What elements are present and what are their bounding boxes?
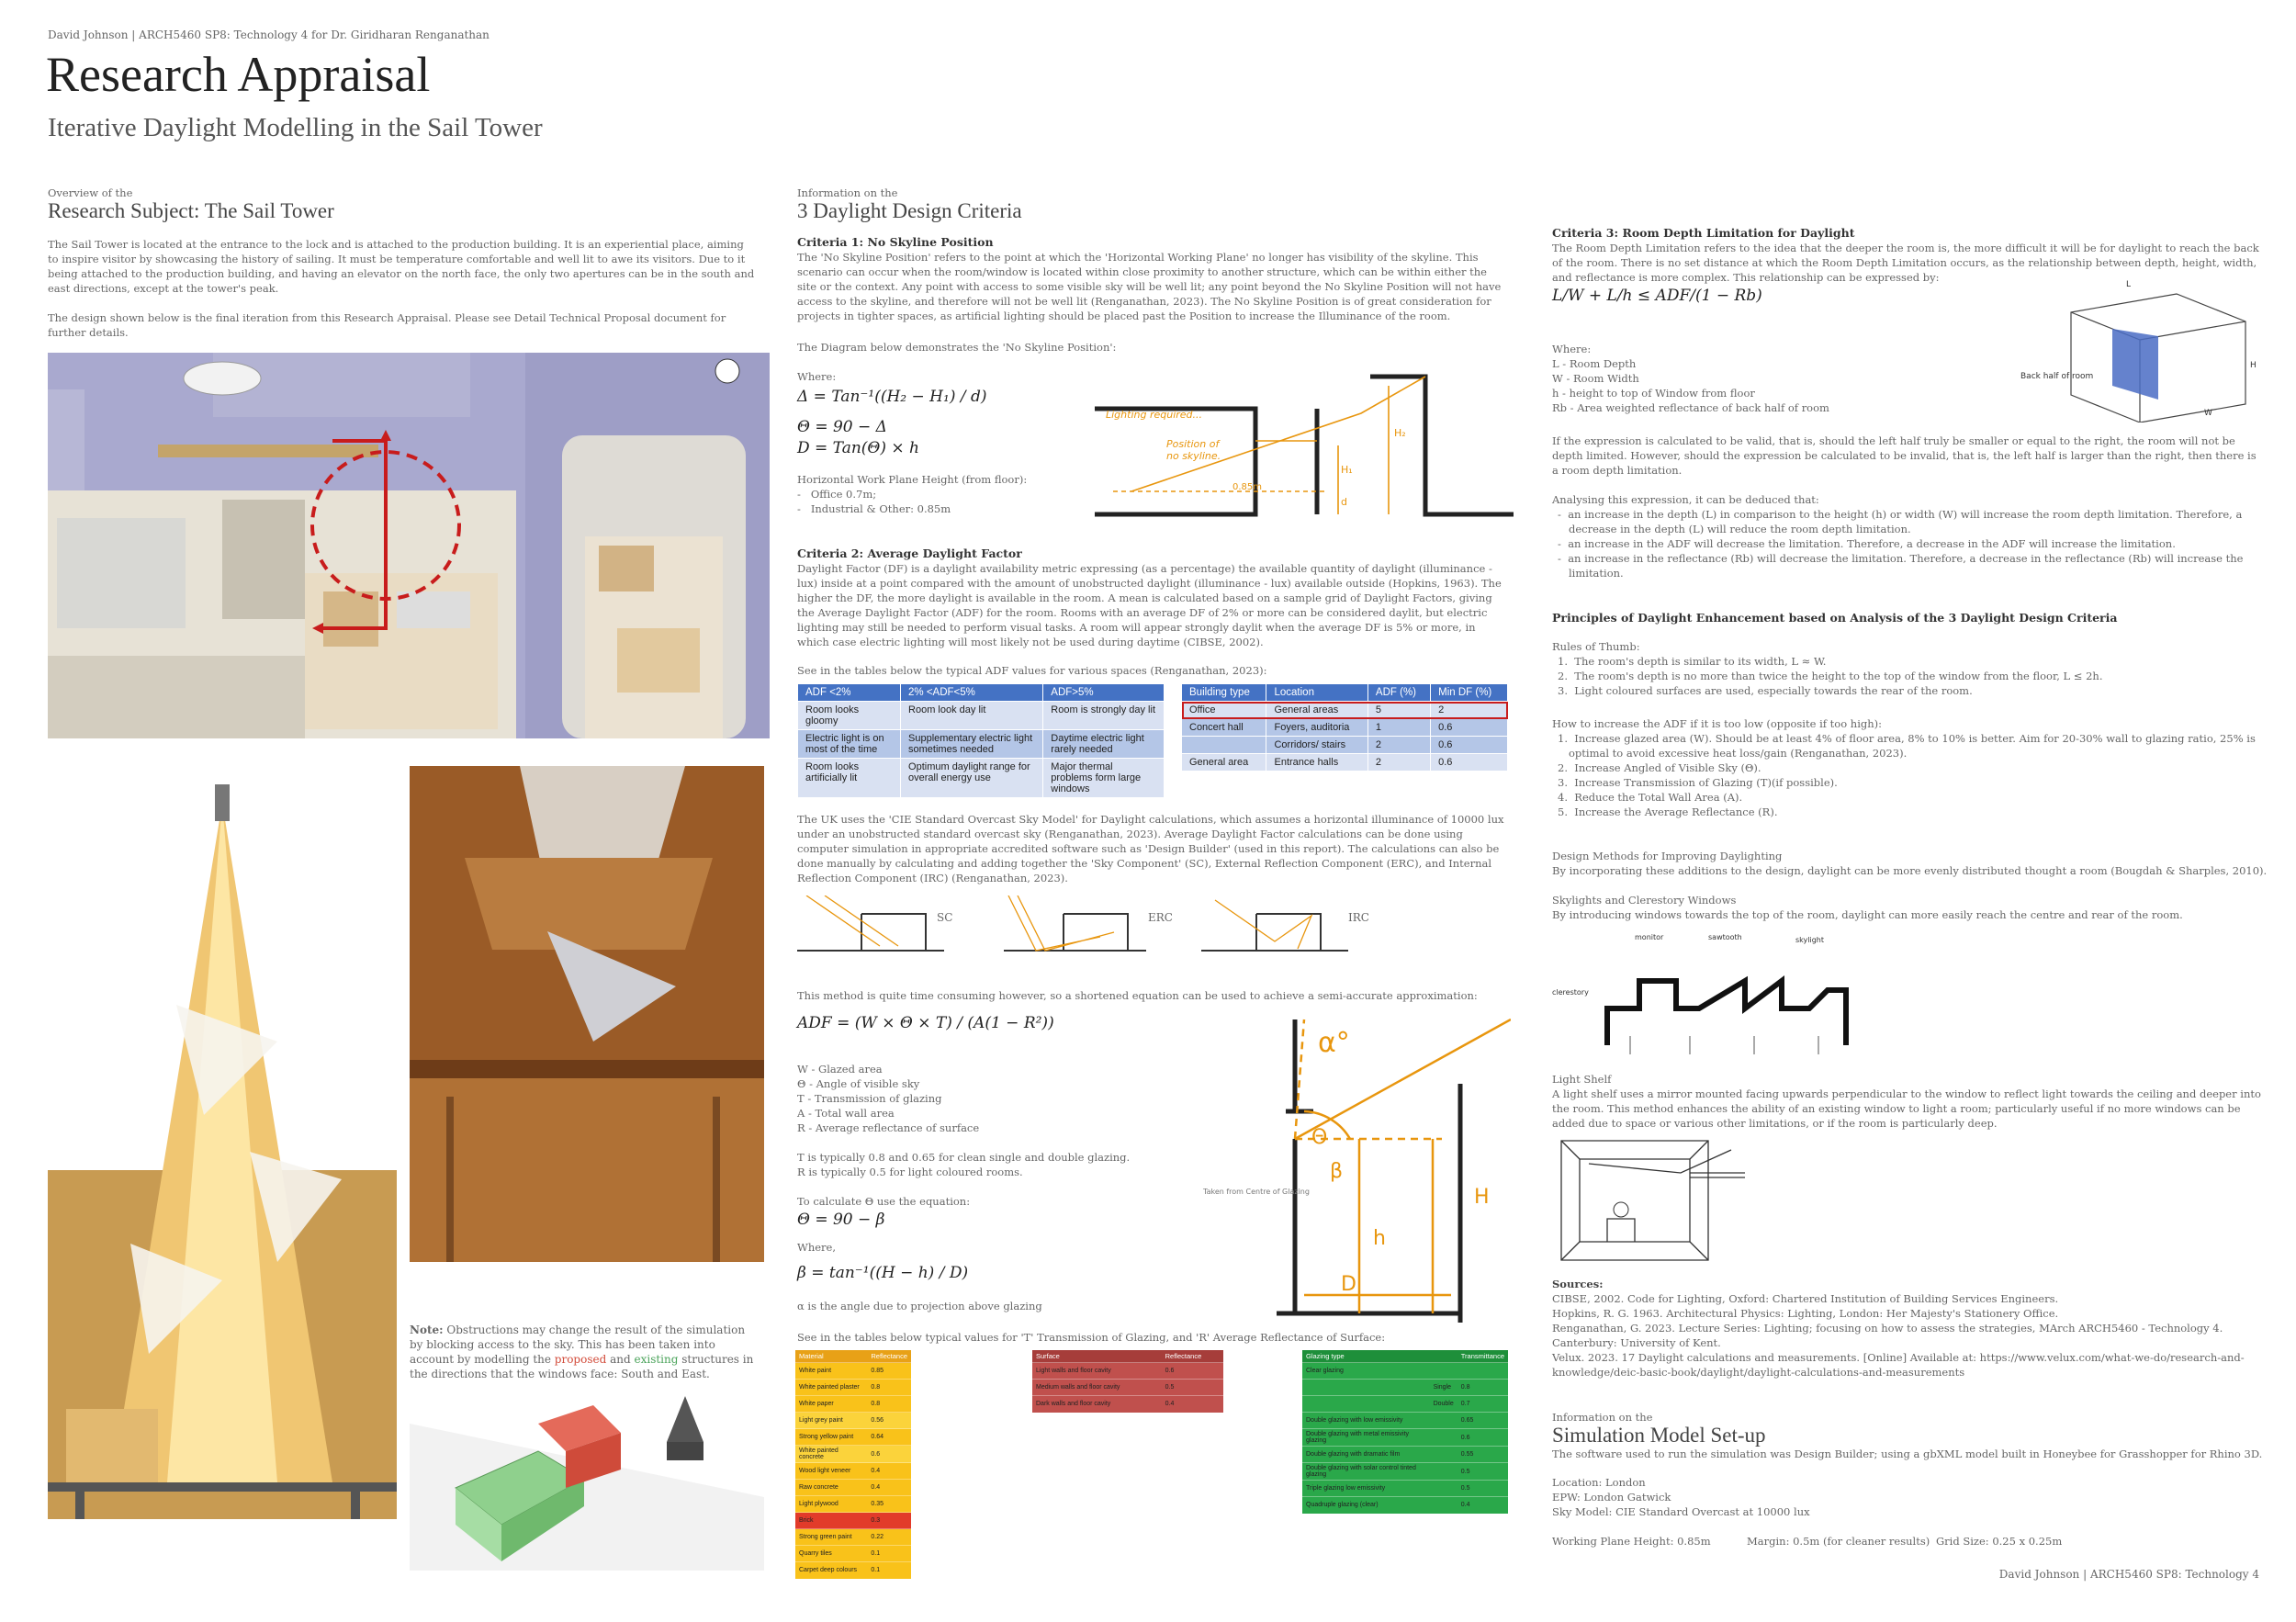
building-type-table: Building type Location ADF (%) Min DF (%) Office General areas 5 2 Concert hall Foyers, auditoria 1 0.6 Corridors/ stairs 2 0.6 General area Entrance halls 2 0.6 [1181, 683, 1508, 772]
source-0: CIBSE, 2002. Code for Lighting, Oxford: Chartered Institution of Building Services Engineers. [1552, 1292, 2059, 1305]
clerestory-label: clerestory [1552, 988, 1589, 997]
where-label: Where: [797, 370, 837, 383]
sim-text: The software used to run the simulation was Design Builder; using a gbXML model built in Honeybee for Grasshopper for Rhino 3D. [1552, 1447, 2263, 1460]
delta-equation: Δ = Tan⁻¹((H₂ − H₁) / d) [797, 388, 987, 406]
where2-label: Where, [797, 1241, 836, 1254]
sim-epw: EPW: London Gatwick [1552, 1491, 1671, 1504]
surface-reflectance-table: Surface Reflectance Light walls and floor cavity 0.6 Medium walls and floor cavity 0.5 Dark walls and floor cavity 0.4 [1032, 1350, 1223, 1413]
angle-sketch [1194, 1010, 1511, 1327]
sc-label: SC [937, 911, 953, 924]
adf-variable-0: W - Glazed area [797, 1063, 883, 1076]
criteria1-title: Criteria 1: No Skyline Position [797, 235, 994, 249]
atrium-render [410, 766, 764, 1262]
irc-label: IRC [1348, 911, 1369, 924]
def-Rb: Rb - Area weighted reflectance of back half of room [1552, 401, 1829, 414]
principles-title: Principles of Daylight Enhancement based on Analysis of the 3 Daylight Design Criteria [1552, 611, 2118, 625]
light-shelf-title: Light Shelf [1552, 1073, 1612, 1086]
footer-byline: David Johnson | ARCH5460 SP8: Technology 4 [1998, 1568, 2259, 1581]
sawtooth-label: sawtooth [1708, 933, 1742, 941]
site-plan-image [48, 353, 770, 738]
page-title: Research Appraisal [46, 47, 431, 102]
page-subtitle: Iterative Daylight Modelling in the Sail Tower [48, 113, 543, 142]
byline: David Johnson | ARCH5460 SP8: Technology 4 for Dr. Giridharan Renganathan [48, 28, 490, 41]
increase-list: 1. Increase glazed area (W). Should be at least 4% of floor area, 8% to 10% is better. Aim for 20-30% wall to glazing ratio, 25% is optimal to avoid excessive heat loss/gain (Renganathan, 2023). 2. Increase Angled of Visible Sky (Θ). 3. Increase Transmission of Glazing (T)(if possible). 4. Reduce the Total Wall Area (A). 5. Increase the Average Reflectance (R). [1558, 732, 2256, 818]
skylight-sketch [1552, 926, 1874, 1064]
adf-equation: ADF = (W × Θ × T) / (A(1 − R²)) [797, 1014, 1054, 1032]
adf-variable-4: R - Average reflectance of surface [797, 1121, 980, 1134]
criteria2-title: Criteria 2: Average Daylight Factor [797, 546, 1022, 560]
depth-equation: D = Tan(Θ) × h [797, 439, 919, 457]
box-L: L [2126, 280, 2132, 289]
h-label: h [1373, 1227, 1386, 1250]
sketch1-dist: 0.85m [1232, 482, 1263, 492]
box-H: H [2250, 361, 2257, 370]
sketch1-h2: H₂ [1394, 427, 1406, 439]
sim-wph: Working Plane Height: 0.85m [1552, 1535, 1711, 1548]
typical-r: R is typically 0.5 for light coloured rooms. [797, 1166, 1023, 1178]
theta-calc-label: To calculate Θ use the equation: [797, 1195, 971, 1208]
sketch1-d: d [1341, 496, 1347, 508]
design-methods-text: By incorporating these additions to the design, daylight can be more evenly distributed thought a room (Bougdah & Sharples, 2010). [1552, 864, 2268, 877]
rules-label: Rules of Thumb: [1552, 640, 1640, 653]
def-W: W - Room Width [1552, 372, 1639, 385]
sketch1-lighting: Lighting required... [1106, 409, 1203, 421]
sketch1-nosky: no skyline. [1166, 450, 1221, 462]
source-1: Hopkins, R. G. 1963. Architectural Physics: Lighting, London: Her Majesty's Stationery Office. [1552, 1307, 2059, 1320]
skylight-label: skylight [1795, 936, 1824, 944]
col1-design-note: The design shown below is the final iteration from this Research Appraisal. Please see Detail Technical Proposal document for further details. [48, 311, 726, 339]
typical-t: T is typically 0.8 and 0.65 for clean single and double glazing. [797, 1151, 1131, 1164]
monitor-label: monitor [1635, 933, 1664, 941]
beta-equation: β = tan⁻¹((H − h) / D) [797, 1264, 969, 1282]
criteria1-diagram-intro: The Diagram below demonstrates the 'No Skyline Position': [797, 341, 1117, 354]
col1-heading: Research Subject: The Sail Tower [48, 199, 334, 222]
adf-variable-3: A - Total wall area [797, 1107, 895, 1120]
sim-overline: Information on the [1552, 1411, 1653, 1424]
beta-label: β [1330, 1160, 1344, 1183]
adf-tables-intro: See in the tables below the typical ADF values for various spaces (Renganathan, 2023): [797, 664, 1267, 677]
material-tables-intro: See in the tables below typical values for 'T' Transmission of Glazing, and 'R' Average Reflectance of Surface: [797, 1331, 1386, 1344]
sky-model-text: The UK uses the 'CIE Standard Overcast Sky Model' for Daylight calculations, which assumes a horizontal illuminance of 10000 lux under an unobstructed standard overcast sky (Renganathan, 2023). Average Daylight Factor calculations can be done using computer simulation in appropriate accredited software such as 'Design Builder' (used in this report). The calculations can also be done manually by calculating and adding together the 'Sky Component' (SC), External Reflection Component (ERC), and Internal Reflection Component (IRC) (Renganathan, 2023). [797, 813, 1504, 884]
criteria2-text: Daylight Factor (DF) is a daylight availability metric expressing (as a percentage) the available quantity of daylight (illuminance - lux) inside at a point compared with the amount of unobstructed daylight (illuminance - lux) available outside (Hopkins, 1963). The higher the DF, the more daylight is available in the room. A mean is calculated based on a sample grid of Daylight Factors, giving the Average Daylight Factor (ADF) for the room. Rooms with an average DF of 2% or more can be considered daylit, but electric lighting may still be needed to perform visual tasks. A room will appear strongly daylit when the average DF is 5% or more, in which case electric lighting will most likely not be used during daytime (CIBSE, 2002). [797, 562, 1502, 648]
increase-label: How to increase the ADF if it is too low (opposite if too high): [1552, 717, 1882, 730]
source-3: Velux. 2023. 17 Daylight calculations and measurements. [Online] Available at: https://www.velux.com/what-we-do/research-and-knowledge/deic-basic-book/daylight/daylight-calculations-and-measurements [1552, 1351, 2245, 1379]
source-2: Renganathan, G. 2023. Lecture Series: Lighting; focusing on how to assess the strategies, MArch ARCH5460 - Technology 4. Canterbury: University of Kent. [1552, 1322, 2223, 1349]
def-L: L - Room Depth [1552, 357, 1637, 370]
room-depth-equation: L/W + L/h ≤ ADF/(1 − Rb) [1552, 287, 1762, 305]
room-depth-diagram [2020, 276, 2259, 422]
sim-sky-model: Sky Model: CIE Standard Overcast at 10000 lux [1552, 1505, 1810, 1518]
reflectance-material-table: Material Reflectance White paint 0.85 White painted plaster 0.8 White paper 0.8 Light grey paint 0.56 Strong yellow paint 0.64 White painted concrete 0.6 Wood light veneer 0.4 Raw concrete 0.4 Light plywood 0.35 Brick 0.3 Strong green paint 0.22 Quarry tiles 0.1 Carpet deep colours 0.1 [795, 1350, 911, 1579]
def-h: h - height to top of Window from floor [1552, 387, 1755, 400]
tower-section-render [48, 766, 397, 1583]
col3-where: Where: [1552, 343, 1592, 355]
light-shelf-text: A light shelf uses a mirror mounted facing upwards perpendicular to the window to reflect light towards the ceiling and deeper into the room. This method enhances the ability of an existing window to light a room; particularly useful if no more windows can be added due to space or various other limitations, or if the room is particularly deep. [1552, 1087, 2261, 1130]
no-skyline-sketch [1095, 363, 1514, 528]
col1-intro: The Sail Tower is located at the entrance to the lock and is attached to the production building. It is an experiential place, aiming to inspire visitor by showcasing the history of sailing. It must be temperature comfortable and well lit to awe its visitors. Due to it being attached to the production building, and having an elevator on the north face, the only two apertures can be in the south and east directions, except at the tower's peak. [48, 238, 755, 295]
glazing-caption: Taken from Centre of Glazing [1203, 1188, 1310, 1196]
criteria3-title: Criteria 3: Room Depth Limitation for Daylight [1552, 226, 1855, 240]
skylights-title: Skylights and Clerestory Windows [1552, 894, 1737, 907]
alpha-label: α° [1318, 1027, 1350, 1059]
back-half-label: Back half of room [2020, 372, 2094, 381]
glazing-transmittance-table: Glazing type Transmittance Clear glazing Single 0.8 Double 0.7 Double glazing with low emissivity 0.65 Double glazing with metal emissivity glazing 0.6 Double glazing with dramatic film 0.55 Double glazing with solar control tinted glazing 0.5 Triple glazing low emissivity 0.5 Quadruple glazing (clear) 0.4 [1302, 1350, 1508, 1514]
col2-heading: 3 Daylight Design Criteria [797, 199, 1022, 222]
theta-beta-equation: Θ = 90 − β [797, 1211, 885, 1229]
H-label: H [1474, 1186, 1490, 1209]
work-plane-office: - Office 0.7m; [797, 488, 877, 501]
rules-list: 1. The room's depth is similar to its width, L ≈ W. 2. The room's depth is no more than twice the height to the top of the window from the floor, L ≤ 2h. 3. Light coloured surfaces are used, especially towards the rear of the room. [1558, 655, 2103, 697]
sim-grid: Grid Size: 0.25 x 0.25m [1936, 1535, 2063, 1548]
sc-erc-irc-diagrams [797, 895, 1440, 960]
method-text: This method is quite time consuming however, so a shortened equation can be used to achieve a semi-accurate approximation: [797, 989, 1478, 1002]
criteria1-text: The 'No Skyline Position' refers to the point at which the 'Horizontal Working Plane' no longer has visibility of the skyline. This scenario can occur when the room/window is located within close proximity to another structure, which can be within either the site or the context. Any point with access to some visible sky will be well lit; any point beyond the No Skyline Position will not have access to the skyline, and therefore will not be well lit (Renganathan, 2023). The No Skyline Position is of great consideration for projects in tighter spaces, as artificial lighting should be placed past the Position to increase the Illuminance of the room. [797, 251, 1502, 322]
sim-location: Location: London [1552, 1476, 1646, 1489]
alpha-note: α is the angle due to projection above glazing [797, 1300, 1042, 1312]
sketch1-position: Position of [1166, 438, 1220, 450]
col2-overline: Information on the [797, 186, 898, 199]
col1-overline: Overview of the [48, 186, 133, 199]
criteria3-text: The Room Depth Limitation refers to the idea that the deeper the room is, the more difficult it will be for daylight to reach the back of the room. There is no set distance at which the Room Depth Limitation occurs, as the relationship between depth, height, width, and reflectance is more complex. This relationship can be expressed by: [1552, 242, 2259, 284]
adf-variable-1: Θ - Angle of visible sky [797, 1077, 920, 1090]
work-plane-industrial: - Industrial & Other: 0.85m [797, 502, 951, 515]
adf-table: ADF <2% 2% <ADF<5% ADF>5% Room looks gloomy Room look day lit Room is strongly day lit Electric light is on most of the time Supplementary electric light sometimes needed Daytime electric light rarely needed Room looks artificially lit Optimum daylight range for overall energy use Major thermal problems form large windows [797, 683, 1165, 798]
design-methods-title: Design Methods for Improving Daylighting [1552, 850, 1783, 862]
sim-heading: Simulation Model Set-up [1552, 1424, 1766, 1447]
skylights-text: By introducing windows towards the top of the room, daylight can more easily reach the centre and rear of the room. [1552, 908, 2183, 921]
D-label: D [1341, 1273, 1356, 1296]
adf-variable-2: T - Transmission of glazing [797, 1092, 942, 1105]
sketch1-h1: H₁ [1341, 464, 1353, 476]
sources-title: Sources: [1552, 1278, 1604, 1290]
light-shelf-sketch [1552, 1132, 1754, 1269]
validity-text: If the expression is calculated to be valid, that is, should the left half truly be smaller or equal to the right, the room will not be depth limited. However, should the expression be calculated to be invalid, that is, the left half is larger than the right, then there is a room depth limitation. [1552, 434, 2257, 477]
analyse-label: Analysing this expression, it can be deduced that: [1552, 493, 1819, 506]
obstruction-massing-diagram [410, 1387, 764, 1571]
work-plane-label: Horizontal Work Plane Height (from floor): [797, 473, 1028, 486]
sim-margin: Margin: 0.5m (for cleaner results) [1747, 1535, 1930, 1548]
theta-label: Θ [1311, 1126, 1328, 1149]
obstruction-note: Note: Obstructions may change the result of the simulation by blocking access to the sky. This has been taken into account by modelling the proposed and existing structures in the directions that the windows face: South and East. [410, 1324, 754, 1380]
box-W: W [2204, 409, 2212, 418]
erc-label: ERC [1148, 911, 1173, 924]
analysis-list: - an increase in the depth (L) in comparison to the height (h) or width (W) will increase the room depth limitation. Therefore, a decrease in the depth (L) will reduce the room depth limitation. - an increase in the ADF will decrease the limitation. Therefore, a decrease in the ADF will increase the limitation. - an increase in the reflectance (Rb) will decrease the limitation. Therefore, a decrease in the reflectance (Rb) will increase the limitation. [1558, 508, 2244, 580]
theta-equation: Θ = 90 − Δ [797, 418, 887, 436]
